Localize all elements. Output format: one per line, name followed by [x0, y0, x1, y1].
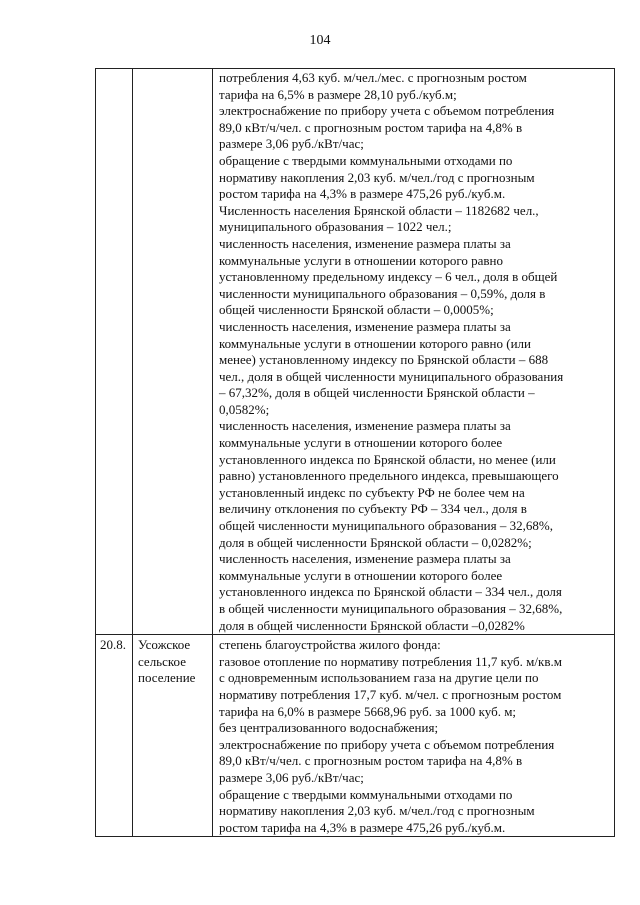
table-row: [96, 635, 615, 837]
description-line: общей численности Брянской области – 0,0005%;: [219, 302, 494, 318]
description-line: доля в общей численности Брянской области – 0,0282%;: [219, 534, 532, 550]
description-line: общей численности муниципального образования – 32,68%,: [219, 518, 553, 534]
description-line: без централизованного водоснабжения;: [219, 720, 439, 736]
row-number-cell: [96, 635, 133, 837]
description-line: ростом тарифа на 4,3% в размере 475,26 руб./куб.м.: [219, 819, 506, 835]
description-line: электроснабжение по прибору учета с объемом потребления: [219, 103, 555, 119]
description-line: Численность населения Брянской области – 1182682 чел.,: [219, 202, 539, 218]
description-line: электроснабжение по прибору учета с объемом потребления: [219, 736, 555, 752]
description-line: величину отклонения по субъекту РФ – 334 чел., доля в: [219, 501, 527, 517]
description-line: доля в общей численности Брянской области –0,0282%: [219, 617, 525, 633]
description-line: коммунальные услуги в отношении которого более: [219, 435, 503, 451]
description-line: 0,0582%;: [219, 401, 270, 417]
description-line: – 67,32%, доля в общей численности Брянской области –: [219, 385, 535, 401]
description-line: численность населения, изменение размера платы за: [219, 551, 511, 567]
description-line: установленного индекса по Брянской области, но менее (или: [219, 451, 556, 467]
row-number: 20.8.: [100, 637, 126, 653]
settlement-name-line: поселение: [138, 670, 196, 686]
description-line: численности муниципального образования – 0,59%, доля в: [219, 285, 546, 301]
description-line: тарифа на 6,5% в размере 28,10 руб./куб.м;: [219, 86, 457, 102]
description-line: коммунальные услуги в отношении которого более: [219, 567, 503, 583]
settlement-name-cell: [133, 635, 213, 837]
description-line: численность населения, изменение размера платы за: [219, 235, 511, 251]
page-number: 104: [309, 33, 331, 48]
description-line: тарифа на 6,0% в размере 5668,96 руб. за 1000 куб. м;: [219, 703, 517, 719]
settlement-name-line: сельское: [138, 653, 186, 669]
description-line: степень благоустройства жилого фонда:: [219, 637, 441, 653]
description-line: установленный индекс по субъекту РФ не более чем на: [219, 484, 525, 500]
description-line: коммунальные услуги в отношении которого равно: [219, 252, 504, 268]
description-line: в общей численности муниципального образования – 32,68%,: [219, 601, 563, 616]
description-cell: [213, 69, 615, 635]
description-line: с одновременным использованием газа на другие цели по: [219, 670, 539, 686]
description-line: коммунальные услуги в отношении которого равно (или: [219, 335, 531, 351]
description-line: газовое отопление по нормативу потребления 11,7 куб. м/кв.м: [219, 653, 562, 669]
description-line: обращение с твердыми коммунальными отходами по: [219, 786, 513, 802]
description-line: численность населения, изменение размера платы за: [219, 318, 511, 334]
table-row: [96, 69, 615, 635]
description-line: размере 3,06 руб./кВт/час;: [219, 136, 364, 152]
description-line: размере 3,06 руб./кВт/час;: [219, 769, 364, 785]
description-line: равно) установленного предельного индекса, превышающего: [219, 468, 559, 484]
description-line: численность населения, изменение размера платы за: [219, 418, 511, 434]
description-line: 89,0 кВт/ч/чел. с прогнозным ростом тарифа на 4,8% в: [219, 753, 523, 769]
document-table: [95, 68, 615, 837]
description-line: обращение с твердыми коммунальными отходами по: [219, 152, 513, 168]
row-number-cell: [96, 69, 133, 635]
description-line: потребления 4,63 куб. м/чел./мес. с прогнозным ростом: [219, 70, 527, 85]
description-line: установленному предельному индексу – 6 чел., доля в общей: [219, 269, 558, 285]
description-line: установленного индекса по Брянской области – 334 чел., доля: [219, 584, 562, 600]
description-line: чел., доля в общей численности муниципального образования: [219, 368, 564, 384]
description-line: нормативу потребления 17,7 куб. м/чел. с прогнозным ростом: [219, 686, 562, 702]
description-line: нормативу накопления 2,03 куб. м/чел./год с прогнозным: [219, 169, 535, 185]
description-line: нормативу накопления 2,03 куб. м/чел./год с прогнозным: [219, 803, 535, 819]
description-line: муниципального образования – 1022 чел.;: [219, 219, 452, 235]
description-line: ростом тарифа на 4,3% в размере 475,26 руб./куб.м.: [219, 186, 506, 202]
settlement-name-cell: [133, 69, 213, 635]
description-line: 89,0 кВт/ч/чел. с прогнозным ростом тарифа на 4,8% в: [219, 119, 523, 135]
description-line: менее) установленному индексу по Брянской области – 688: [219, 352, 549, 368]
description-cell: [213, 635, 615, 837]
settlement-name-line: Усожское: [138, 637, 191, 653]
